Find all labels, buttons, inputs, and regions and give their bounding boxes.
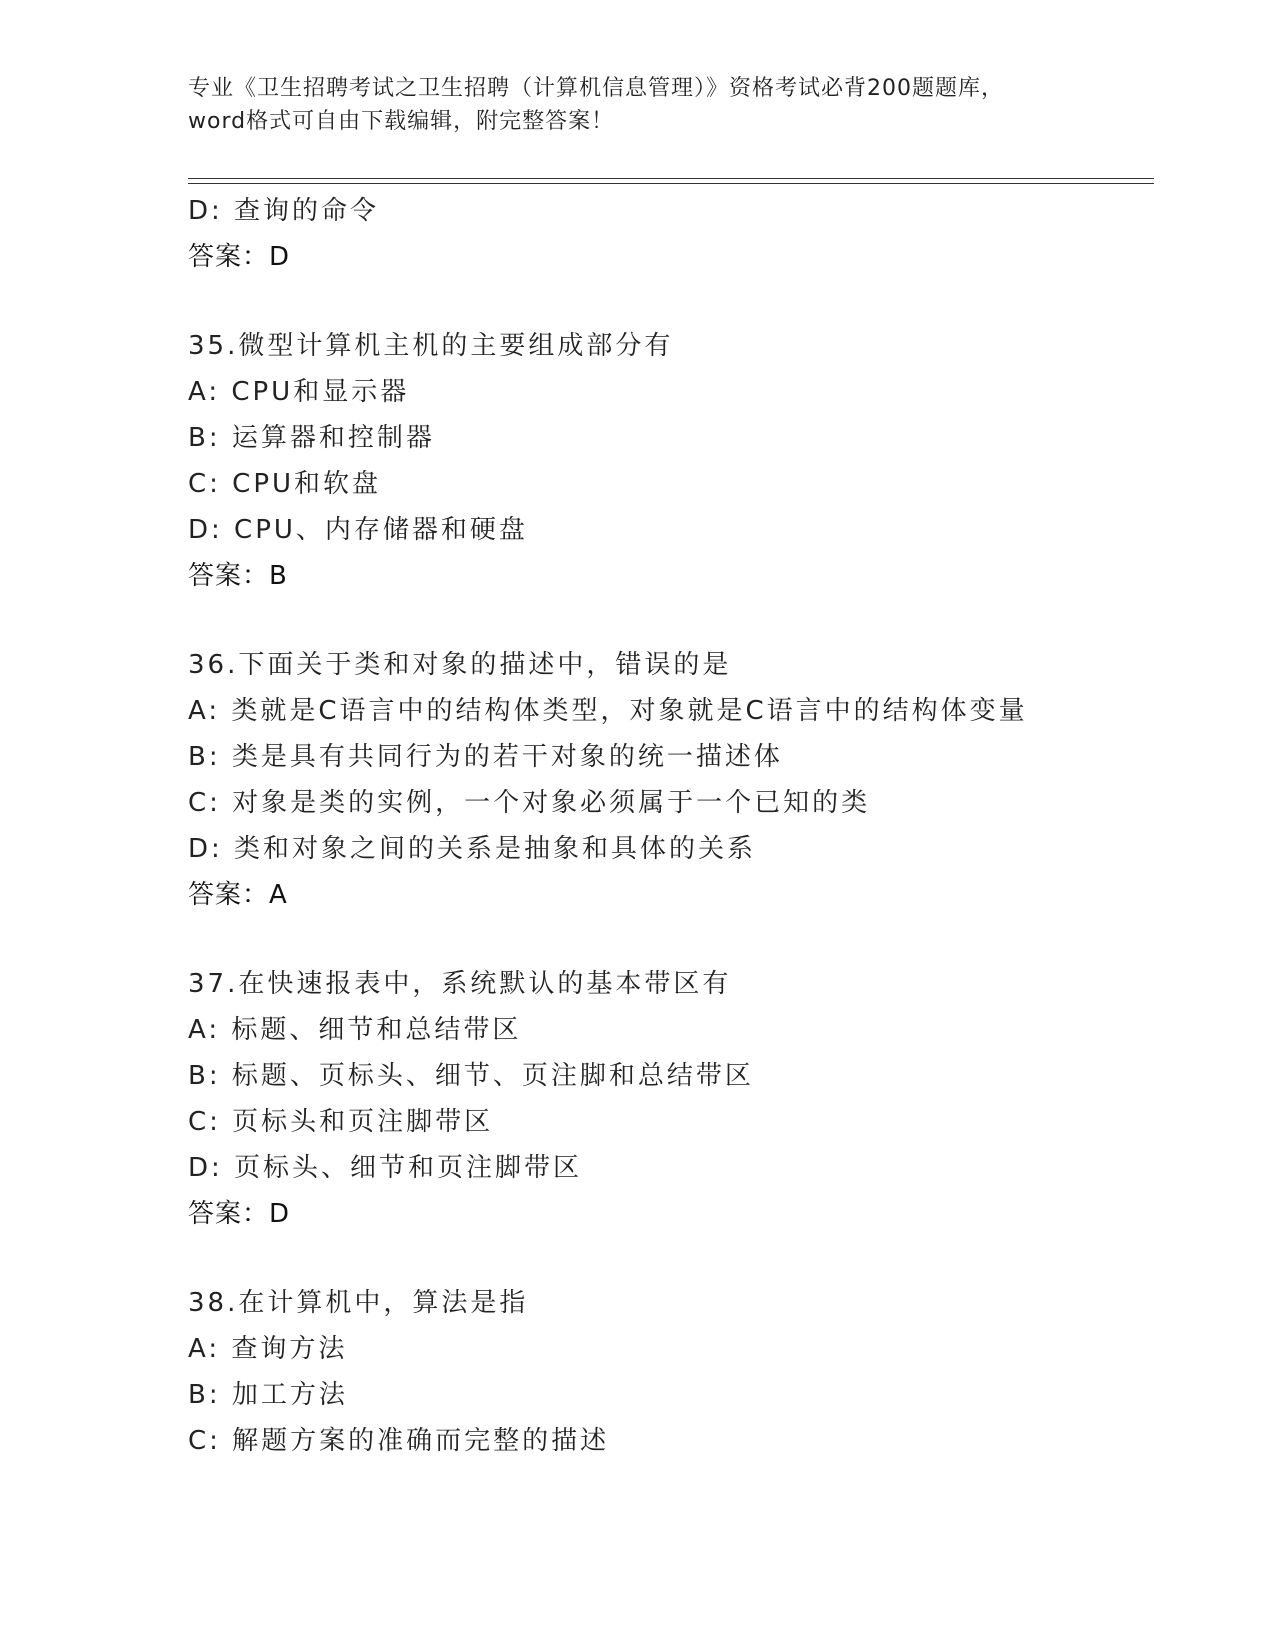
answer-label: 答案：A [188,880,288,910]
question-stem: 35.微型计算机主机的主要组成部分有 [188,331,674,361]
option-d: D: CPU、内存储器和硬盘 [188,515,528,545]
option-c: C: CPU和软盘 [188,469,382,499]
spacer [188,918,1148,961]
option-d: D: 查询的命令 [188,196,380,226]
spacer [188,280,1148,323]
header-divider-bottom [188,183,1154,184]
question-block [188,323,1148,599]
question-block [188,961,1148,1237]
option-a: A: 查询方法 [188,1334,348,1364]
option-a: A: 类就是C语言中的结构体类型，对象就是C语言中的结构体变量 [188,696,1028,726]
option-b: B: 运算器和控制器 [188,423,435,453]
question-block [188,1280,1148,1464]
document-header [188,72,1088,138]
spacer [188,1237,1148,1280]
spacer [188,599,1148,642]
header-title-line-1: 专业《卫生招聘考试之卫生招聘（计算机信息管理）》资格考试必背200题题库， [188,76,1004,101]
option-d: D: 页标头、细节和页注脚带区 [188,1153,583,1183]
question-stem: 37.在快速报表中，系统默认的基本带区有 [188,969,732,999]
question-stem: 38.在计算机中，算法是指 [188,1288,529,1318]
option-b: B: 类是具有共同行为的若干对象的统一描述体 [188,742,783,772]
option-b: B: 标题、页标头、细节、页注脚和总结带区 [188,1061,754,1091]
option-a: A: 标题、细节和总结带区 [188,1015,522,1045]
header-divider-top [188,178,1154,179]
option-d: D: 类和对象之间的关系是抽象和具体的关系 [188,834,757,864]
question-stem: 36.下面关于类和对象的描述中，错误的是 [188,650,732,680]
option-a: A: CPU和显示器 [188,377,410,407]
option-b: B: 加工方法 [188,1380,348,1410]
option-c: C: 页标头和页注脚带区 [188,1107,494,1137]
option-c: C: 解题方案的准确而完整的描述 [188,1426,610,1456]
option-c: C: 对象是类的实例，一个对象必须属于一个已知的类 [188,788,871,818]
answer-label: 答案：D [188,1199,291,1229]
question-list [188,188,1148,1464]
question-block [188,642,1148,918]
answer-label: 答案：D [188,242,291,272]
header-title-line-2: word格式可自由下载编辑，附完整答案！ [188,109,615,134]
answer-label: 答案：B [188,561,288,591]
